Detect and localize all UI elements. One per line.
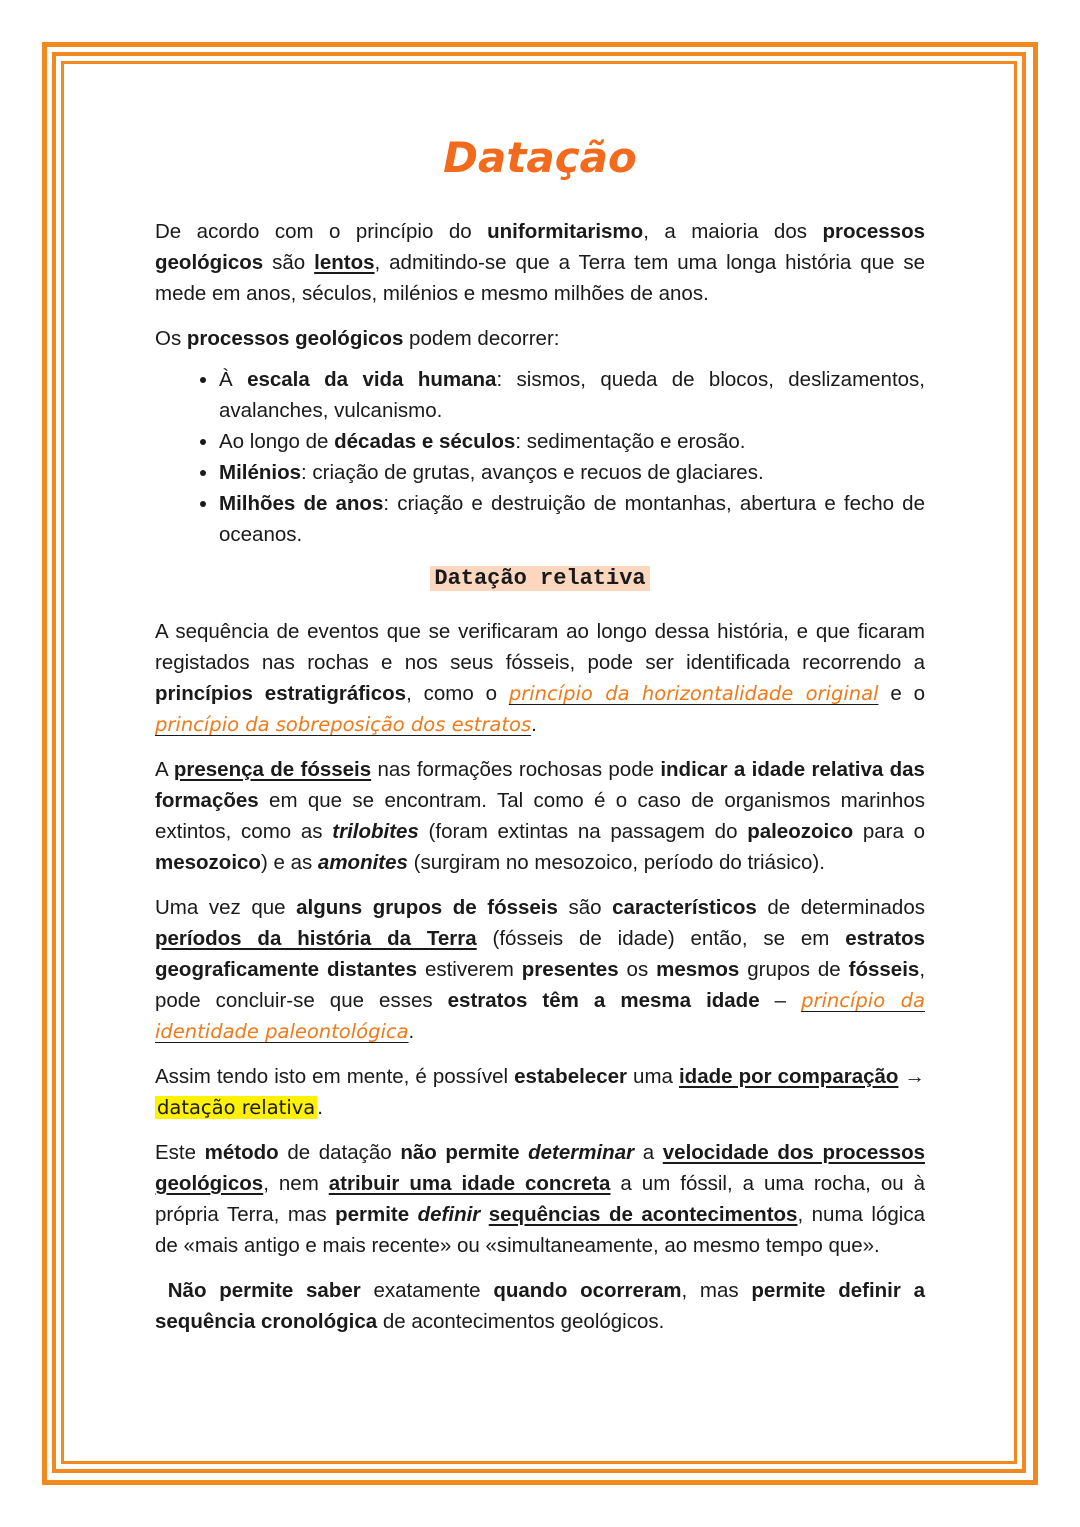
highlighted-term: datação relativa — [157, 1096, 316, 1119]
paragraph-uniformitarismo: De acordo com o princípio do uniformitarismo, a maioria dos processos geológicos são lentos, admitindo-se que a Terra tem uma longa história que se mede em anos, séculos, milénios e mesmo milhões de anos. — [155, 220, 925, 305]
list-item: • À escala da vida humana: sismos, queda de blocos, deslizamentos, avalanches, vulcanismo. — [219, 364, 925, 426]
timescale-list — [155, 364, 925, 550]
page-title: Datação — [443, 133, 637, 182]
paragraph-fosseis: A presença de fósseis nas formações rochosas pode indicar a idade relativa das formações em que se encontram. Tal como é o caso de organismos marinhos extintos, como as trilobites (foram extintas na passagem do paleozoico para o mesozoico) e as amonites (surgiram no mesozoico, período do triásico). — [155, 758, 925, 874]
paragraph-comparacao: Assim tendo isto em mente, é possível estabelecer uma idade por comparação → datação relativa. — [155, 1065, 925, 1119]
section-title: Datação relativa — [155, 564, 925, 594]
paragraph-principios: A sequência de eventos que se verificaram ao longo dessa história, e que ficaram registados nas rochas e nos seus fósseis, pode ser identificada recorrendo a princípios estratigráficos, como o princípio da horizontalidade original e o princípio da sobreposição dos estratos. — [155, 620, 925, 736]
paragraph-intro-list: Os processos geológicos podem decorrer: — [155, 327, 560, 350]
list-item: • Milénios: criação de grutas, avanços e recuos de glaciares. — [219, 457, 925, 488]
list-item: • Milhões de anos: criação e destruição de montanhas, abertura e fecho de oceanos. — [219, 488, 925, 550]
paragraph-identidade: Uma vez que alguns grupos de fósseis são característicos de determinados períodos da história da Terra (fósseis de idade) então, se em estratos geograficamente distantes estiverem presentes os mesmos grupos de fósseis, pode concluir-se que esses estratos têm a mesma idade – princípio da identidade paleontológica. — [155, 896, 926, 1043]
paragraph-conclusao: Não permite saber exatamente quando ocorreram, mas permite definir a sequência cronológica de acontecimentos geológicos. — [155, 1279, 925, 1333]
paragraph-metodo: Este método de datação não permite determinar a velocidade dos processos geológicos, nem atribuir uma idade concreta a um fóssil, a uma rocha, ou à própria Terra, mas permite definir sequências de acontecimentos, numa lógica de «mais antigo e mais recente» ou «simultaneamente, ao mesmo tempo que». — [155, 1141, 925, 1257]
document-body — [155, 130, 925, 1351]
list-item: • Ao longo de décadas e séculos: sedimentação e erosão. — [219, 426, 925, 457]
